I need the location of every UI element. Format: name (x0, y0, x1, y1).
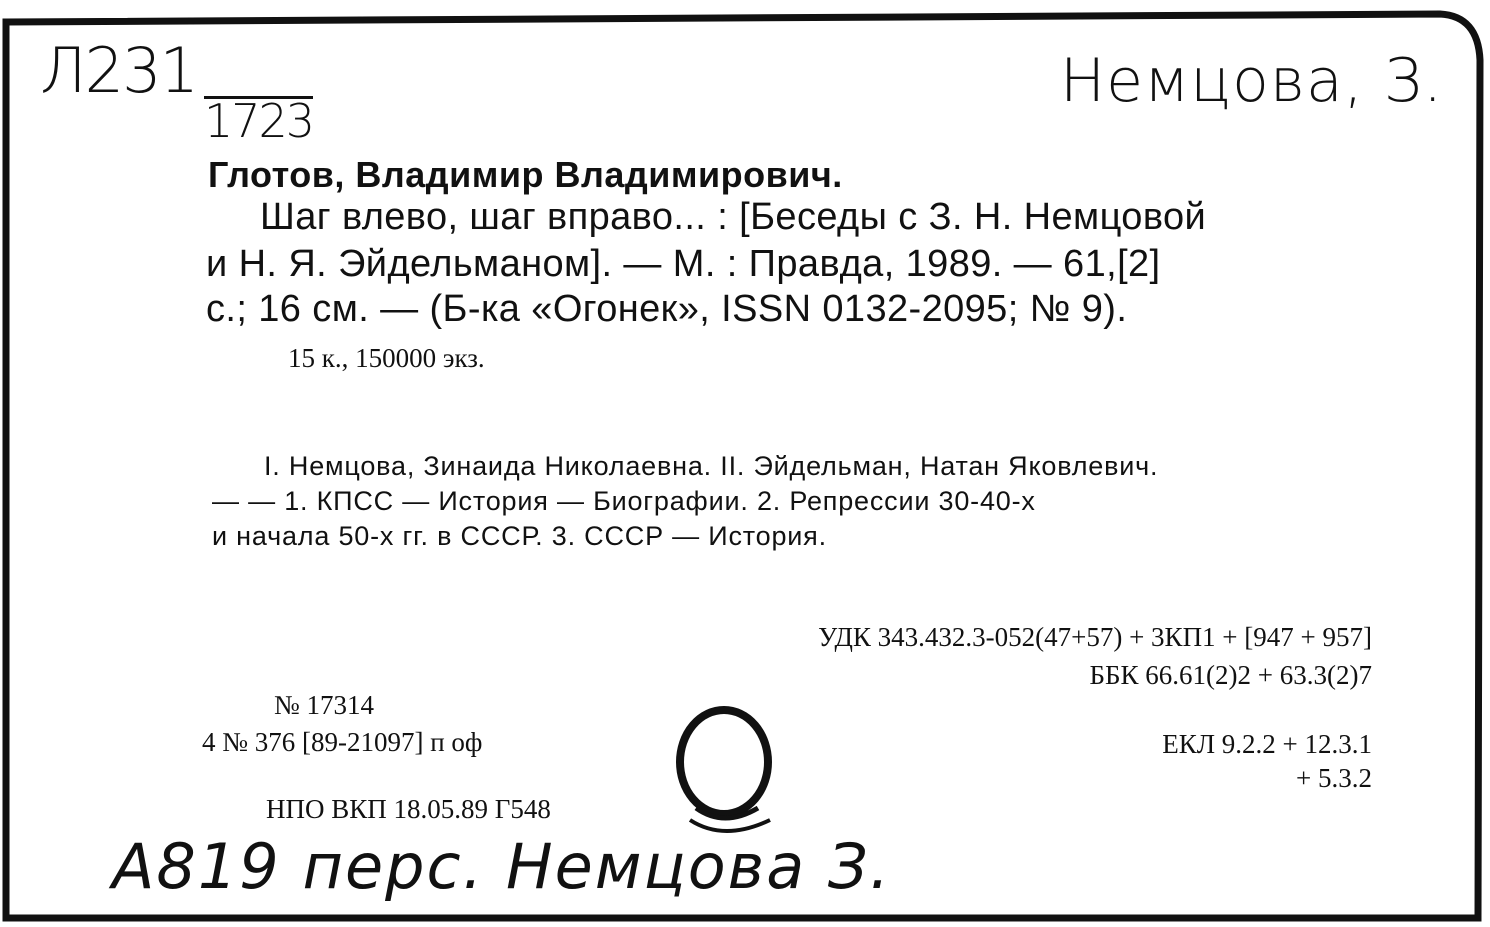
card-hole-tracing (674, 704, 784, 844)
description-line-1: Шаг влево, шаг вправо... : [Беседы с З. Н. Немцовой (260, 196, 1207, 238)
description-line-3: с.; 16 см. — (Б-ка «Огонек», ISSN 0132-2095; № 9). (206, 288, 1128, 330)
handwritten-subject-name: Немцова, З. (1060, 46, 1444, 116)
ekl-index-continued: + 5.3.2 (1296, 763, 1372, 793)
handwritten-accession-number: 1723 (204, 94, 314, 148)
handwritten-bottom-note: А819 перс. Немцова З. (112, 830, 892, 903)
description-line-2: и Н. Я. Эйдельманом]. — М. : Правда, 1989. — 61,[2] (206, 243, 1161, 285)
record-number: № 17314 (274, 690, 375, 720)
subjects-line-1: I. Немцова, Зинаида Николаевна. II. Эйдельман, Натан Яковлевич. (264, 451, 1159, 481)
subjects-line-3: и начала 50-х гг. в СССР. 3. СССР — История. (212, 521, 827, 551)
udk-index: УДК 343.432.3-052(47+57) + 3КП1 + [947 + 957] (818, 622, 1372, 652)
handwritten-call-number: Л231 (40, 34, 197, 107)
ekl-index: ЕКЛ 9.2.2 + 12.3.1 (1162, 729, 1372, 759)
price-circulation: 15 к., 150000 экз. (288, 343, 485, 373)
order-line: 4 № 376 [89-21097] п оф (202, 727, 483, 757)
npo-line: НПО ВКП 18.05.89 Г548 (266, 794, 551, 824)
author-heading: Глотов, Владимир Владимирович. (208, 154, 843, 195)
bbk-index: ББК 66.61(2)2 + 63.3(2)7 (1089, 660, 1372, 690)
subjects-line-2: — — 1. КПСС — История — Биографии. 2. Репрессии 30-40-х (212, 486, 1036, 516)
